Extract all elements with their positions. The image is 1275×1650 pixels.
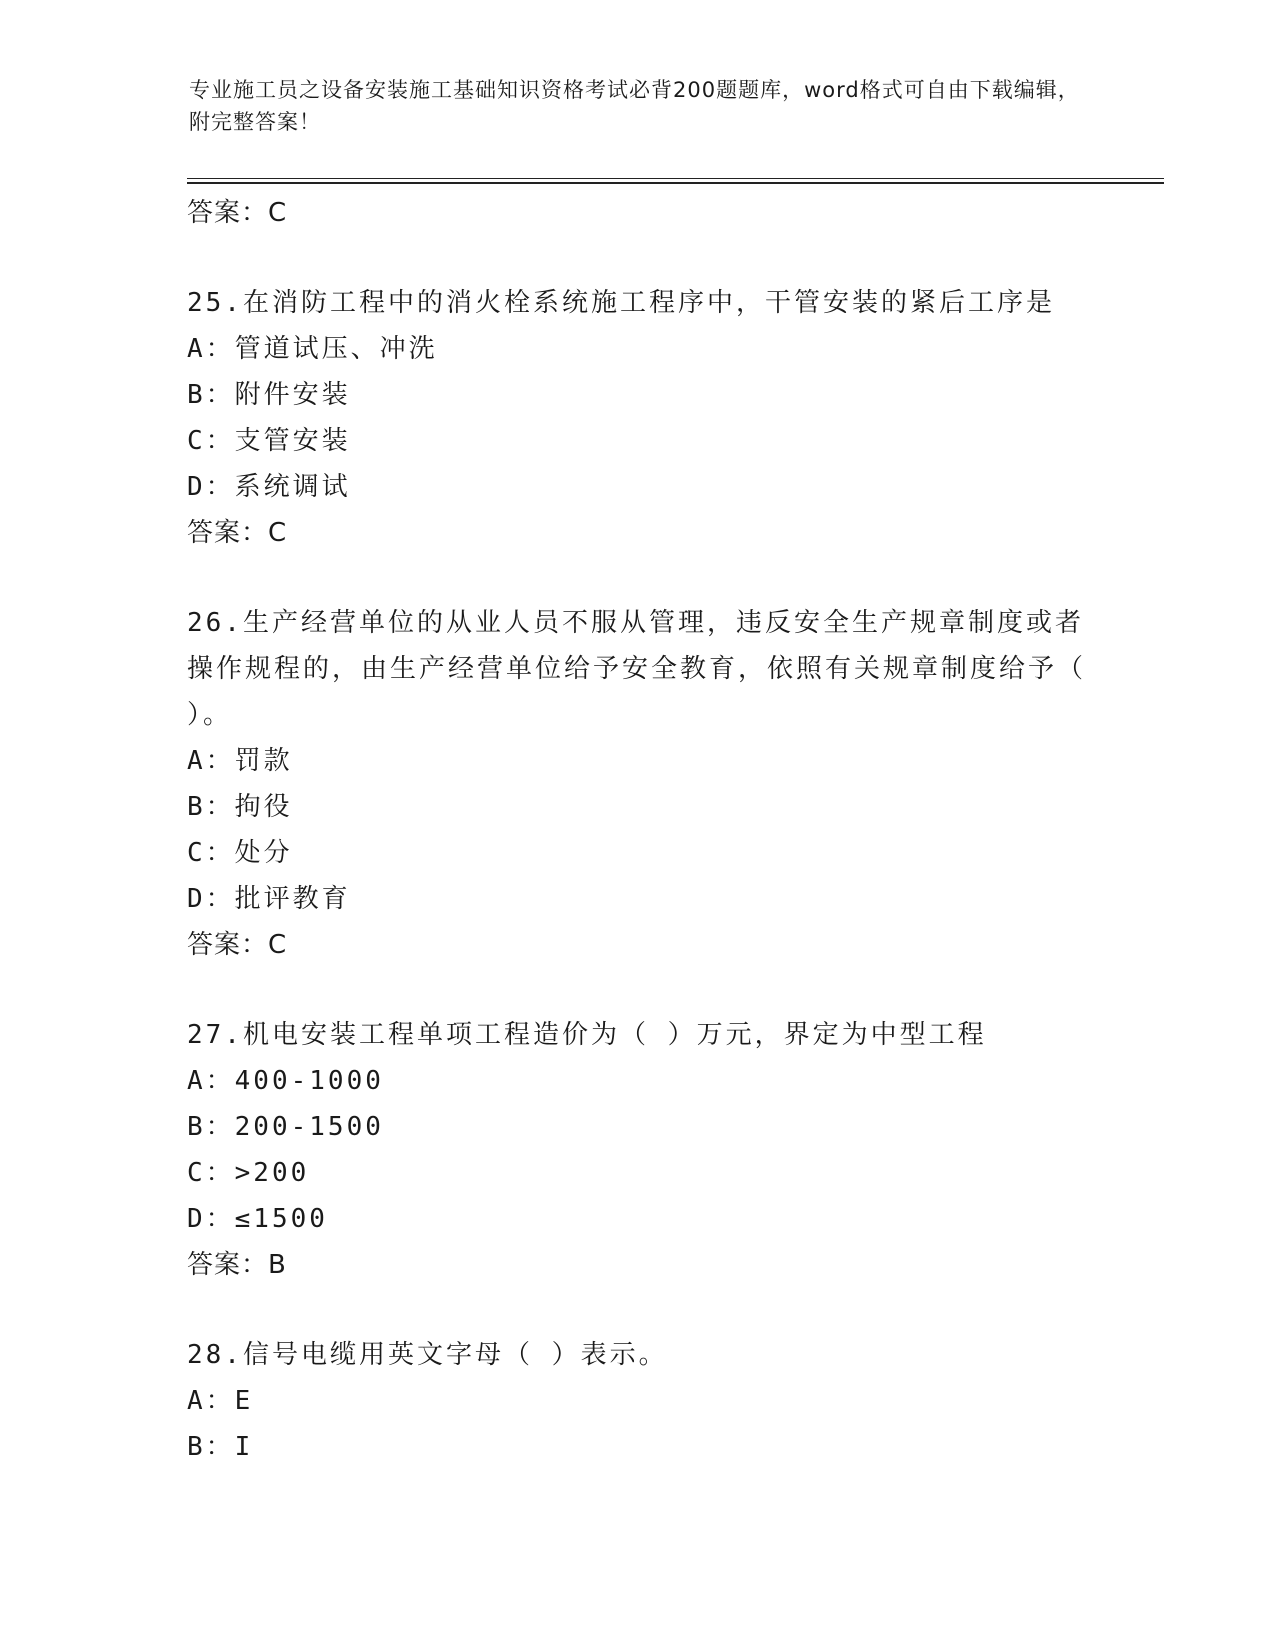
option-b: B：拘役 [187, 792, 293, 822]
document-header [189, 74, 1089, 138]
answer-line: 答案：B [187, 1250, 287, 1280]
option-c: C：>200 [187, 1158, 310, 1188]
header-divider-thick [187, 182, 1164, 184]
option-a: A：罚款 [187, 746, 293, 776]
option-d: D：系统调试 [187, 472, 351, 502]
option-c: C：支管安装 [187, 426, 351, 456]
question-stem: 27.机电安装工程单项工程造价为（ ）万元，界定为中型工程 [187, 1020, 987, 1050]
question-stem: 26.生产经营单位的从业人员不服从管理，违反安全生产规章制度或者操作规程的，由生产经营单位给予安全教育，依照有关规章制度给予（ ）。 [187, 608, 1087, 730]
question-26 [187, 600, 1087, 968]
question-28 [187, 1332, 1087, 1470]
option-a: A：400-1000 [187, 1066, 384, 1096]
option-d: D：≤1500 [187, 1204, 328, 1234]
option-c: C：处分 [187, 838, 293, 868]
option-b: B：I [187, 1432, 254, 1462]
option-a: A：管道试压、冲洗 [187, 334, 438, 364]
question-27 [187, 1012, 1087, 1288]
header-divider-thin [187, 178, 1164, 179]
question-stem: 28.信号电缆用英文字母（ ）表示。 [187, 1340, 668, 1370]
answer-line: 答案：C [187, 518, 288, 548]
option-a: A：E [187, 1386, 254, 1416]
document-title: 专业施工员之设备安装施工基础知识资格考试必背200题题库，word格式可自由下载编辑，附完整答案！ [189, 78, 1080, 134]
answer-line: 答案：C [187, 930, 288, 960]
option-b: B：附件安装 [187, 380, 351, 410]
question-25 [187, 280, 1087, 556]
answer-line: 答案：C [187, 198, 288, 228]
option-b: B：200-1500 [187, 1112, 384, 1142]
question-stem: 25.在消防工程中的消火栓系统施工程序中，干管安装的紧后工序是 [187, 288, 1055, 318]
question-list [187, 190, 1087, 1470]
option-d: D：批评教育 [187, 884, 351, 914]
